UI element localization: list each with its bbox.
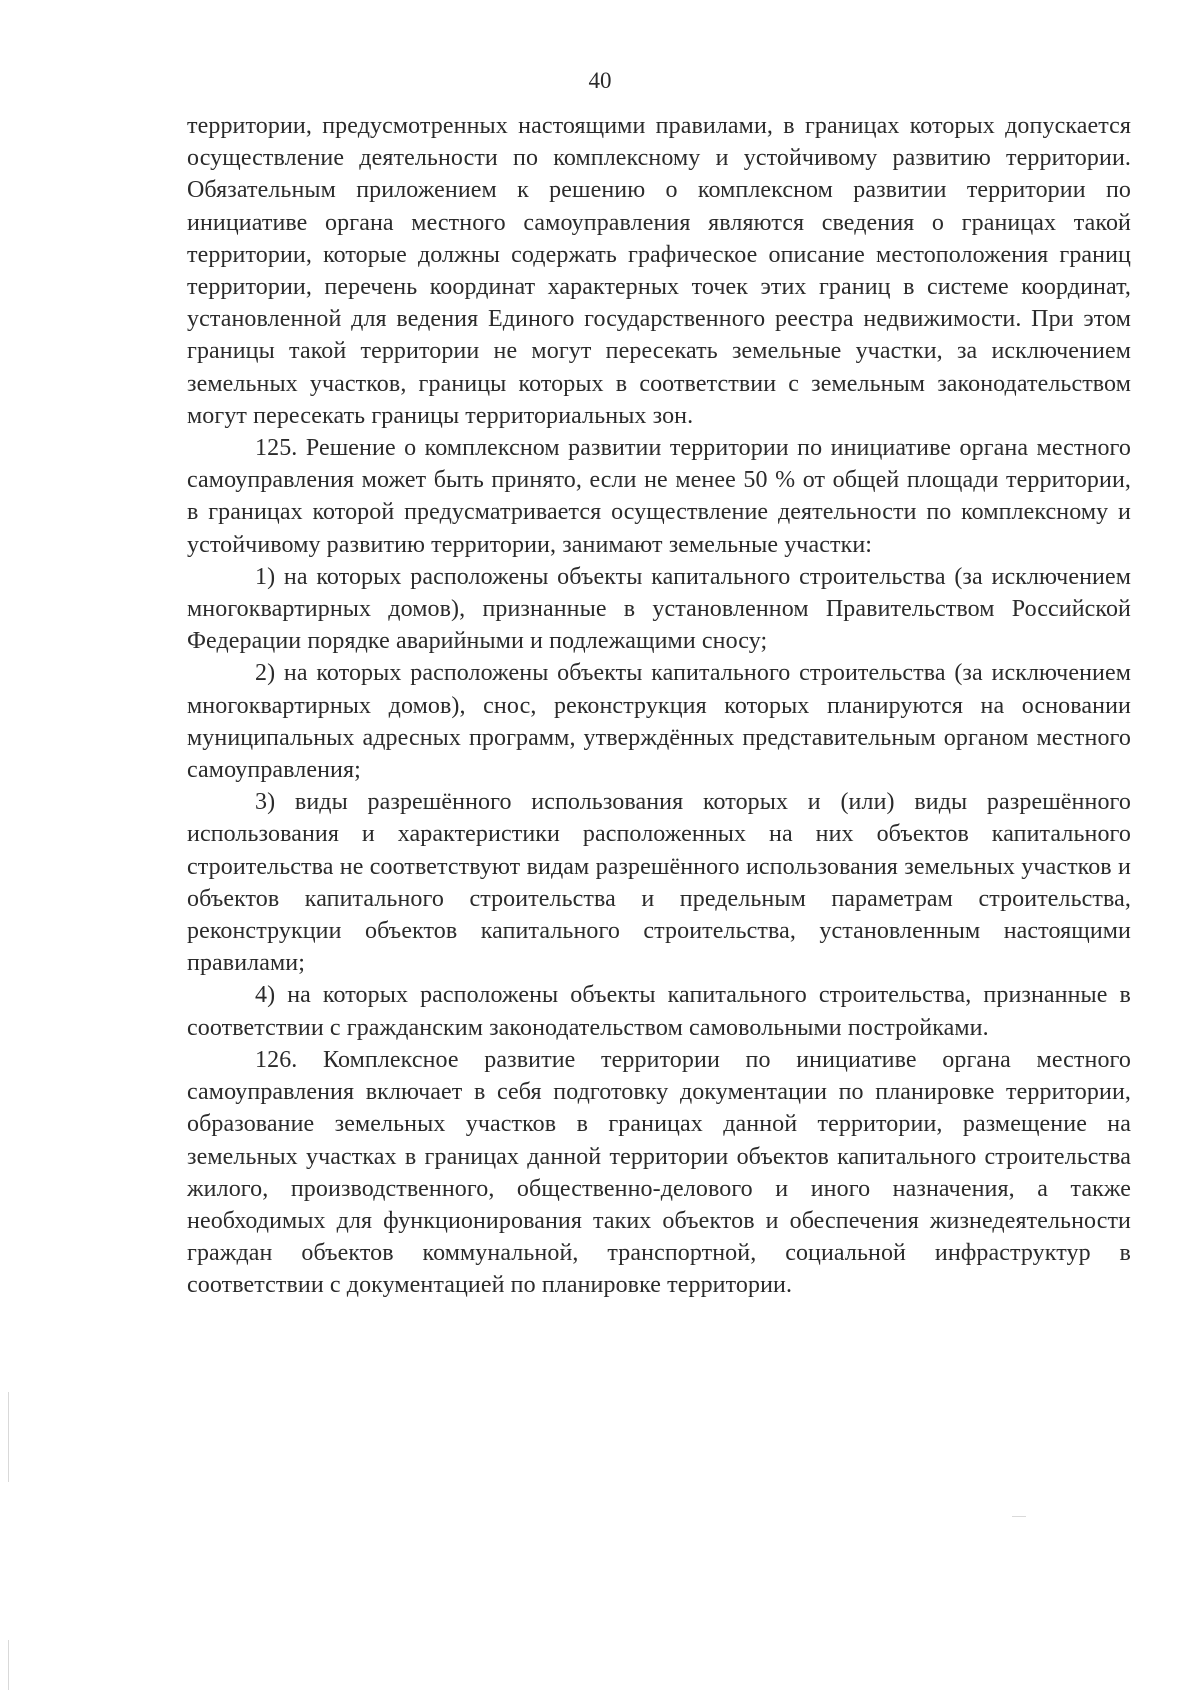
page-number: 40	[588, 68, 612, 93]
paragraph-125: 125. Решение о комплексном развитии территории по инициативе органа местного самоуправления может быть принято, если не менее 50 % от общей площади территории, в границах которой предусматривается осуществление деятельности по комплексному и устойчивому развитию территории, занимают земельные участки:	[187, 435, 1131, 558]
list-item-2: 2) на которых расположены объекты капитального строительства (за исключением многоквартирных домов), снос, реконструкция которых планируются на основании муниципальных адресных программ, утверждённых представительным органом местного самоуправления;	[187, 660, 1131, 784]
list-item-3: 3) виды разрешённого использования которых и (или) виды разрешённого использования и характеристики расположенных на них объектов капитального строительства не соответствуют видам разрешённого использования земельных участков и объектов капитального строительства и предельным параметрам строительства, реконструкции объектов капитального строительства, установленным настоящими правилами;	[187, 789, 1131, 977]
list-item-4: 4) на которых расположены объекты капитального строительства, признанные в соответствии с гражданским законодательством самовольными постройками.	[187, 982, 1131, 1041]
scan-artifact-dash	[1012, 1516, 1026, 1517]
scan-artifact-line	[8, 1640, 9, 1690]
page-body	[187, 110, 1131, 1302]
paragraph-continuation: территории, предусмотренных настоящими правилами, в границах которых допускается осуществление деятельности по комплексному и устойчивому развитию территории. Обязательным приложением к решению о комплексном развитии территории по инициативе органа местного самоуправления являются сведения о границах такой территории, которые должны содержать графическое описание местоположения границ территории, перечень координат характерных точек этих границ в системе координат, установленной для ведения Единого государственного реестра недвижимости. При этом границы такой территории не могут пересекать земельные участки, за исключением земельных участков, границы которых в соответствии с земельным законодательством могут пересекать границы территориальных зон.	[187, 113, 1131, 429]
scan-artifact-line	[8, 1392, 9, 1482]
paragraph-126: 126. Комплексное развитие территории по инициативе органа местного самоуправления включает в себя подготовку документации по планировке территории, образование земельных участков в границах данной территории, размещение на земельных участках в границах данной территории объектов капитального строительства жилого, производственного, общественно-делового и иного назначения, а также необходимых для функционирования таких объектов и обеспечения жизнедеятельности граждан объектов коммунальной, транспортной, социальной инфраструктур в соответствии с документацией по планировке территории.	[187, 1046, 1131, 1299]
list-item-1: 1) на которых расположены объекты капитального строительства (за исключением многоквартирных домов), признанные в установленном Правительством Российской Федерации порядке аварийными и подлежащими сносу;	[187, 563, 1131, 655]
